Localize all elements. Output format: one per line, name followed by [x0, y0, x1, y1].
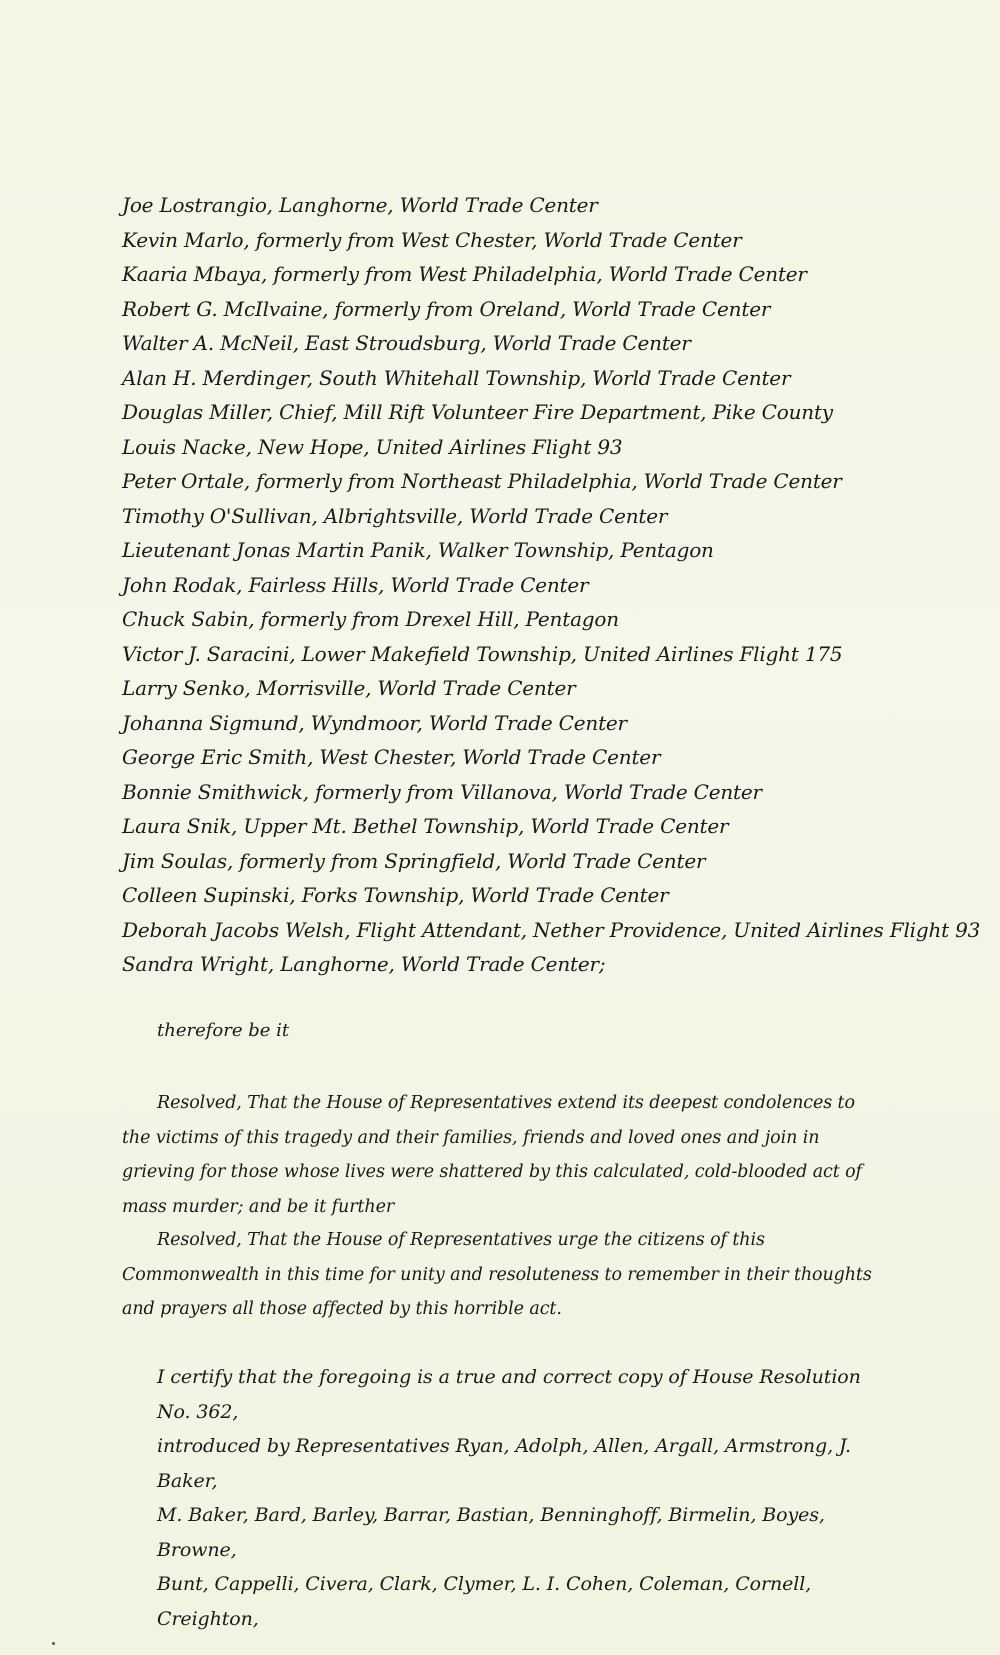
victim-entry: Larry Senko, Morrisville, World Trade Center — [122, 676, 576, 700]
victim-entry: Sandra Wright, Langhorne, World Trade Center; — [122, 952, 606, 976]
victim-entry: Deborah Jacobs Welsh, Flight Attendant, Nether Providence, United Airlines Flight 93 — [122, 917, 981, 942]
victim-entry: Colleen Supinski, Forks Township, World Trade Center — [122, 883, 669, 907]
victim-entry: Jim Soulas, formerly from Springfield, World Trade Center — [122, 848, 706, 873]
victim-entry: Johanna Sigmund, Wyndmoor, World Trade Center — [122, 710, 627, 735]
therefore-clause: therefore be it — [157, 1020, 290, 1041]
victim-entry: Joe Lostrangio, Langhorne, World Trade Center — [122, 193, 598, 217]
certification-line: introduced by Representatives Ryan, Adolph, Allen, Argall, Armstrong, J. Baker, — [157, 1435, 851, 1492]
victim-entry: Louis Nacke, New Hope, United Airlines Flight 93 — [122, 434, 623, 459]
resolved-paragraph-2: Resolved, That the House of Representatives urge the citizens of this Commonwealth in this time for unity and resoluteness to remember in their thoughts and prayers all those affected by this horrible act. — [122, 1230, 872, 1319]
certification-line: Bunt, Cappelli, Civera, Clark, Clymer, L. I. Cohen, Coleman, Cornell, Creighton, — [157, 1573, 812, 1630]
certification-block — [157, 1360, 877, 1636]
victim-entry: Douglas Miller, Chief, Mill Rift Volunteer Fire Department, Pike County — [122, 400, 833, 424]
victim-entry: Victor J. Saracini, Lower Makefield Township, United Airlines Flight 175 — [122, 641, 843, 666]
page-speck — [52, 1642, 55, 1645]
victims-list — [122, 188, 982, 982]
victim-entry: George Eric Smith, West Chester, World Trade Center — [122, 745, 661, 769]
certification-line: M. Baker, Bard, Barley, Barrar, Bastian, Benninghoff, Birmelin, Boyes, Browne, — [157, 1504, 825, 1561]
victim-entry: Lieutenant Jonas Martin Panik, Walker Township, Pentagon — [122, 538, 714, 562]
victim-entry: Robert G. McIlvaine, formerly from Oreland, World Trade Center — [122, 296, 771, 321]
victim-entry: Chuck Sabin, formerly from Drexel Hill, Pentagon — [122, 607, 619, 631]
victim-entry: Walter A. McNeil, East Stroudsburg, World Trade Center — [122, 331, 691, 355]
victim-entry: Kevin Marlo, formerly from West Chester, World Trade Center — [122, 227, 742, 252]
certification-line: I certify that the foregoing is a true and correct copy of House Resolution No. 362, — [157, 1366, 861, 1423]
victim-entry: John Rodak, Fairless Hills, World Trade Center — [122, 572, 589, 597]
victim-entry: Alan H. Merdinger, South Whitehall Township, World Trade Center — [122, 365, 791, 390]
victim-entry: Bonnie Smithwick, formerly from Villanova, World Trade Center — [122, 779, 762, 804]
resolved-paragraph-1: Resolved, That the House of Representatives extend its deepest condolences to the victims of this tragedy and their families, friends and loved ones and join in grieving for those whose lives were shattered by this calculated, cold-blooded act of mass murder; and be it further — [122, 1093, 862, 1217]
victim-entry: Laura Snik, Upper Mt. Bethel Township, World Trade Center — [122, 814, 729, 838]
victim-entry: Timothy O'Sullivan, Albrightsville, World Trade Center — [122, 503, 668, 528]
victim-entry: Peter Ortale, formerly from Northeast Philadelphia, World Trade Center — [122, 469, 842, 493]
victim-entry: Kaaria Mbaya, formerly from West Philadelphia, World Trade Center — [122, 262, 807, 286]
